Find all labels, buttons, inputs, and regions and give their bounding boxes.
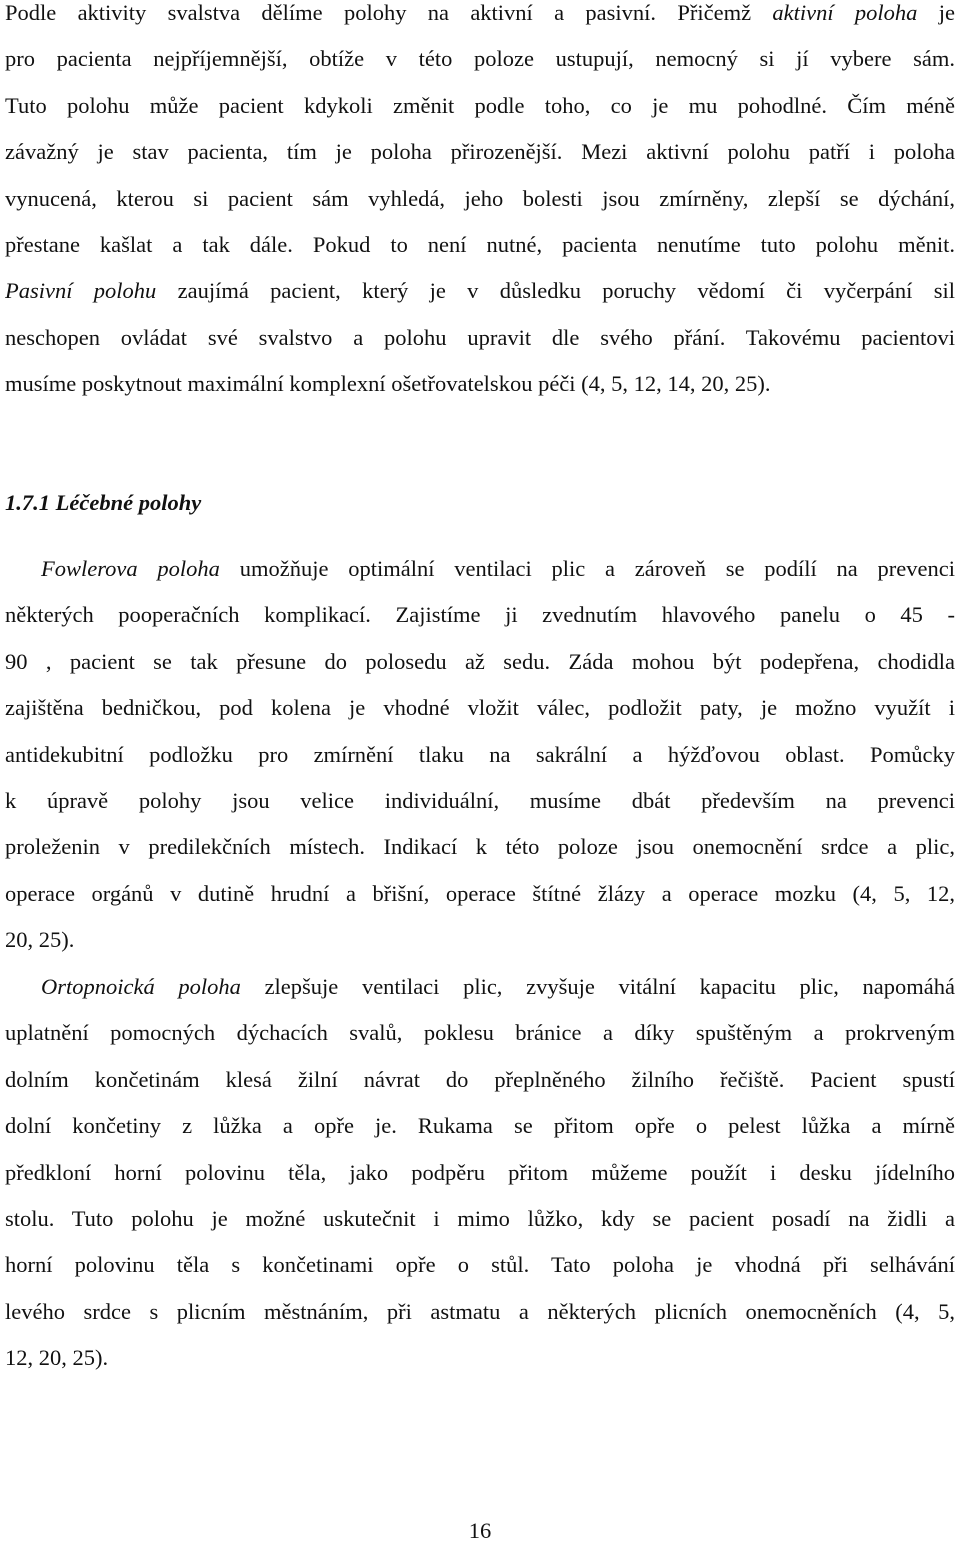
text-line: antidekubitní podložku pro zmírnění tlaku na sakrální a hýžďovou oblast. Pomůcky	[5, 741, 955, 767]
text-line: proleženin v predilekčních místech. Indikací k této poloze jsou onemocnění srdce a plic,	[5, 834, 955, 860]
text-line: Fowlerova poloha umožňuje optimální ventilaci plic a zároveň se podílí na prevenci	[41, 556, 955, 581]
text-line: stolu. Tuto polohu je možné uskutečnit i mimo lůžko, kdy se pacient posadí na židli a	[5, 1206, 955, 1232]
text-line: musíme poskytnout maximální komplexní ošetřovatelskou péči (4, 5, 12, 14, 20, 25).	[5, 371, 771, 397]
text-line: některých pooperačních komplikací. Zajistíme ji zvednutím hlavového panelu o 45 -	[5, 602, 955, 628]
text-line: vynucená, kterou si pacient sám vyhledá, jeho bolesti jsou zmírněny, zlepší se dýchání,	[5, 185, 955, 211]
text-line: zajištěna bedničkou, pod kolena je vhodné vložit válec, podložit paty, je možno využít i	[5, 695, 955, 721]
section-title: Léčebné polohy	[55, 490, 202, 515]
text-line: předkloní horní polovinu těla, jako podpěru přitom můžeme použít i desku jídelního	[5, 1159, 955, 1185]
text-line: Tuto polohu může pacient kdykoli změnit podle toho, co je mu pohodlné. Čím méně	[5, 92, 955, 118]
text-line: horní polovinu těla s končetinami opře o stůl. Tato poloha je vhodná při selhávání	[5, 1252, 955, 1278]
text-line: dolním končetinám klesá žilní návrat do přeplněného žilního řečiště. Pacient spustí	[5, 1066, 955, 1092]
section-number: 1.7.1	[5, 490, 50, 515]
paragraph-fowler	[5, 546, 955, 964]
text-line: 12, 20, 25).	[5, 1345, 109, 1371]
text-line: k úpravě polohy jsou velice individuální, musíme dbát především na prevenci	[5, 788, 955, 814]
text-line: 90 , pacient se tak přesune do polosedu až sedu. Záda mohou být podepřena, chodidla	[5, 648, 955, 674]
text-line: pro pacienta nejpříjemnější, obtíže v této poloze ustupují, nemocný si jí vybere sám.	[5, 46, 955, 72]
section-heading	[5, 488, 201, 518]
text-line: závažný je stav pacienta, tím je poloha přirozenější. Mezi aktivní polohu patří i poloha	[5, 139, 955, 165]
text-line: dolní končetiny z lůžka a opře je. Rukama se přitom opře o pelest lůžka a mírně	[5, 1113, 955, 1139]
text-line: Pasivní polohu zaujímá pacient, který je v důsledku poruchy vědomí či vyčerpání sil	[5, 278, 955, 304]
text-line: operace orgánů v dutině hrudní a břišní, operace štítné žlázy a operace mozku (4, 5, 12,	[5, 880, 955, 906]
text-line: neschopen ovládat své svalstvo a polohu upravit dle svého přání. Takovému pacientovi	[5, 324, 955, 350]
text-line: uplatnění pomocných dýchacích svalů, poklesu bránice a díky spuštěným a prokrveným	[5, 1020, 955, 1046]
text-line: Ortopnoická poloha zlepšuje ventilaci plic, zvyšuje vitální kapacitu plic, napomáhá	[41, 974, 955, 999]
paragraph-positions	[5, 0, 955, 408]
page-number: 16	[468, 1518, 492, 1543]
text-line: Podle aktivity svalstva dělíme polohy na aktivní a pasivní. Přičemž aktivní poloha je	[5, 0, 955, 25]
text-line: levého srdce s plicním městnáním, při astmatu a některých plicních onemocněních (4, 5,	[5, 1298, 955, 1324]
text-line: 20, 25).	[5, 927, 75, 953]
text-line: přestane kašlat a tak dále. Pokud to není nutné, pacienta nenutíme tuto polohu měnit.	[5, 232, 955, 258]
paragraph-orthopnoeic	[5, 964, 955, 1382]
